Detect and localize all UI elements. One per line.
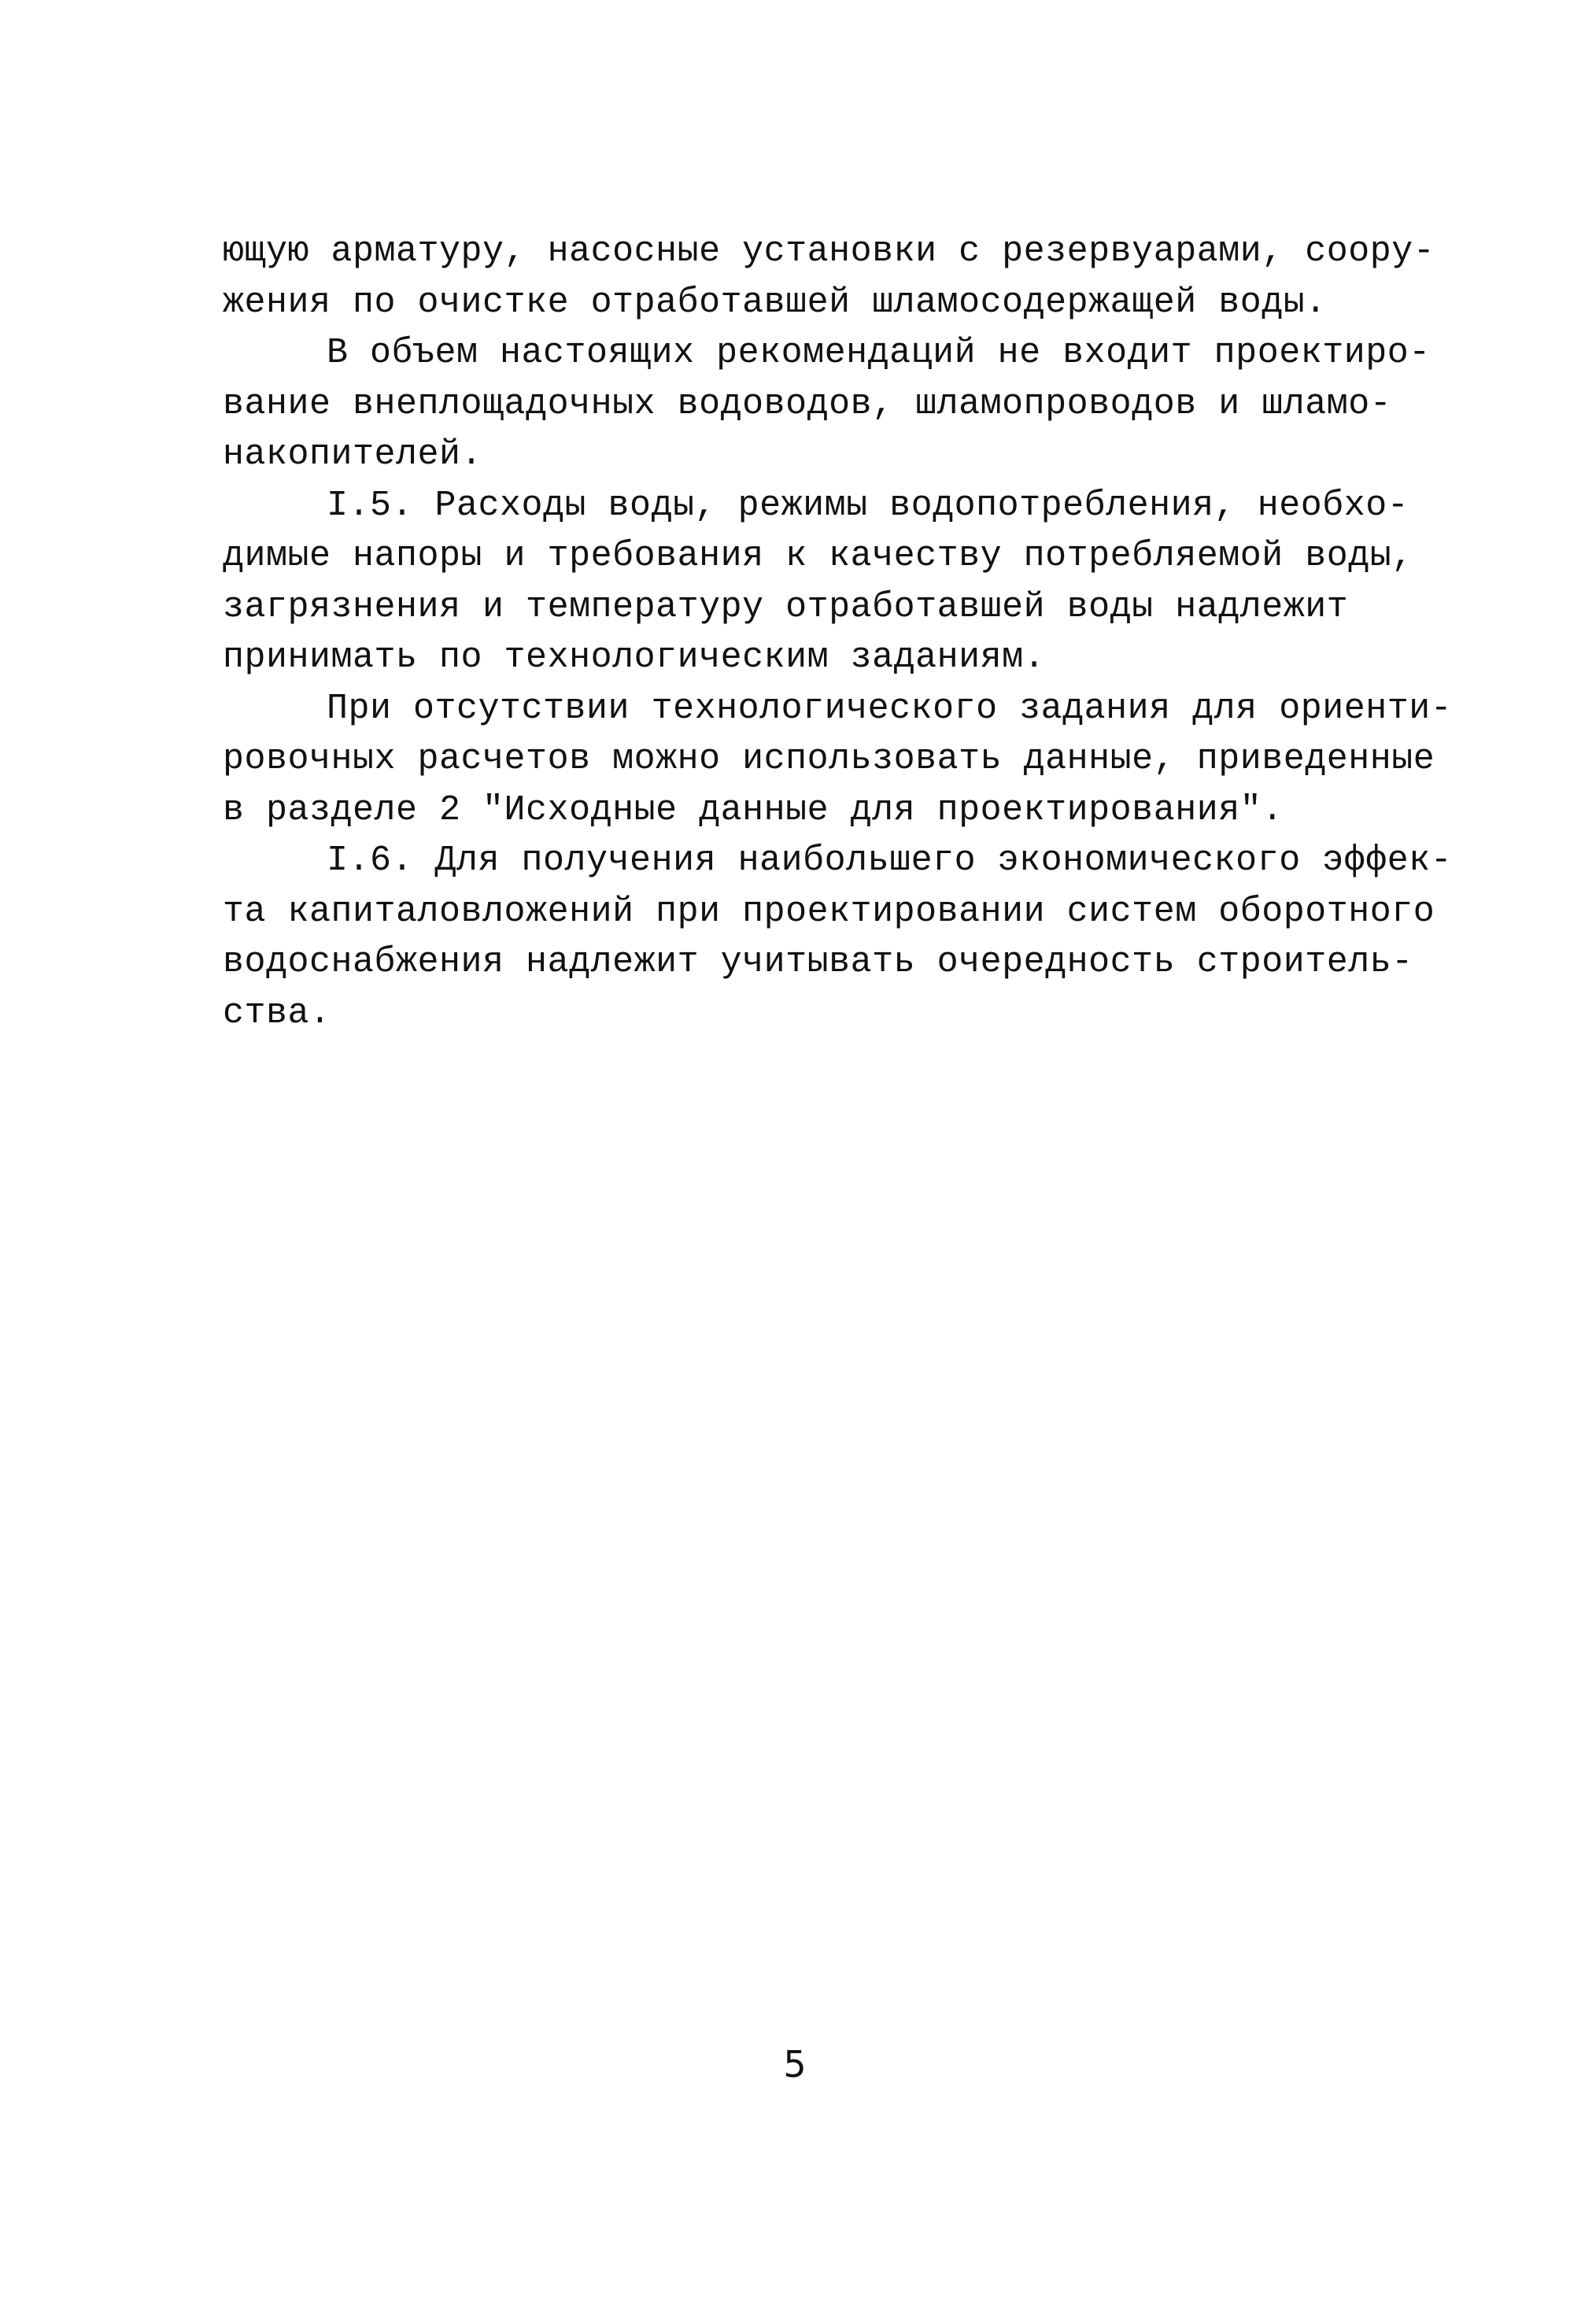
text-line: водоснабжения надлежит учитывать очередность строитель- [223, 942, 1413, 982]
text-line: ющую арматуру, насосные установки с резервуарами, соору- [223, 231, 1435, 272]
section-1-6-start-line: I.6. Для получения наибольшего экономического эффек- [327, 841, 1453, 881]
body-text [223, 227, 1453, 1039]
paragraph-start-line: В объем настоящих рекомендаций не входит проектиро- [327, 333, 1431, 373]
text-line: принимать по технологическим заданиям. [223, 637, 1046, 678]
paragraph-start-line: При отсутствии технологического задания для ориенти- [327, 688, 1453, 729]
text-line: вание внеплощадочных водоводов, шламопроводов и шламо- [223, 383, 1392, 424]
text-line: накопителей. [223, 434, 483, 475]
text-line: загрязнения и температуру отработавшей воды надлежит [223, 586, 1349, 627]
text-line: та капиталовложений при проектировании систем оборотного [223, 891, 1435, 932]
text-line: жения по очистке отработавшей шламосодержащей воды. [223, 282, 1327, 323]
page-number: 5 [783, 2043, 807, 2086]
text-line: ства. [223, 992, 331, 1033]
text-line: в разделе 2 "Исходные данные для проектирования". [223, 789, 1284, 830]
section-1-5-start-line: I.5. Расходы воды, режимы водопотребления, необхо- [327, 485, 1409, 526]
text-line: димые напоры и требования к качеству потребляемой воды, [223, 536, 1413, 576]
text-line: ровочных расчетов можно использовать данные, приведенные [223, 739, 1435, 779]
